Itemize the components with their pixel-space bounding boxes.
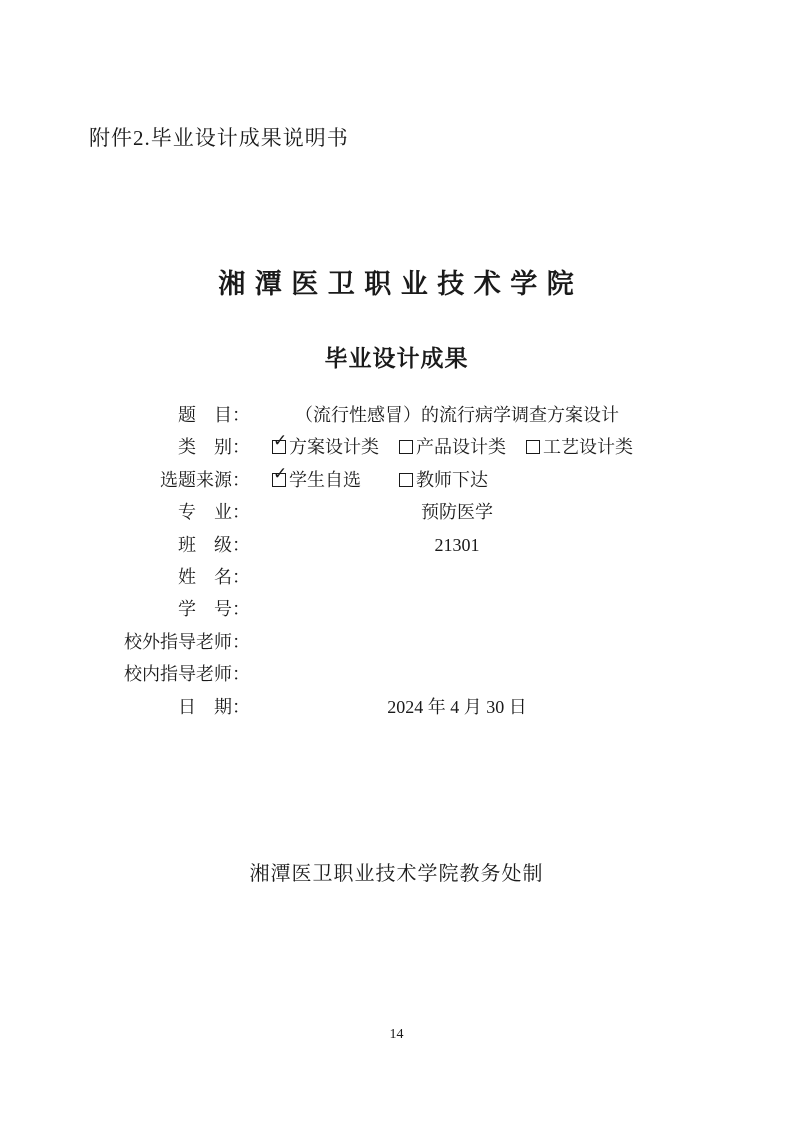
form-row-category	[88, 431, 664, 463]
name-value	[250, 561, 664, 593]
form-row-internal-advisor	[88, 658, 664, 690]
check-mark-icon: ✓	[273, 431, 288, 452]
option-student-selected	[272, 464, 361, 496]
category-options	[250, 431, 664, 463]
school-title: 湘 潭 医 卫 职 业 技 术 学 院	[218, 269, 575, 299]
form-row-class	[88, 529, 664, 561]
option-product-design	[399, 431, 506, 463]
class-value: 21301	[434, 534, 480, 555]
option-craft-design	[526, 431, 633, 463]
major-value: 预防医学	[421, 502, 493, 523]
topic-source-label: 选题来源：	[160, 469, 250, 490]
form-row-major	[88, 496, 664, 528]
checkbox-unchecked-icon[interactable]	[399, 473, 413, 487]
form-row-date	[88, 691, 664, 723]
check-mark-icon: ✓	[273, 463, 288, 484]
option-label: 学生自选	[289, 469, 361, 490]
checkbox-unchecked-icon[interactable]	[399, 440, 413, 454]
checkbox-checked-icon[interactable]	[272, 431, 288, 454]
option-teacher-assigned	[399, 464, 488, 496]
category-label: 类 别：	[178, 437, 250, 458]
option-label: 教师下达	[416, 469, 488, 490]
checkbox-unchecked-icon[interactable]	[526, 440, 540, 454]
option-label: 工艺设计类	[543, 437, 633, 458]
date-value: 2024 年 4 月 30 日	[387, 696, 527, 717]
form-row-topic-source	[88, 464, 664, 496]
option-scheme-design	[272, 431, 379, 463]
title-label: 题 目：	[178, 405, 250, 425]
name-label: 姓 名：	[178, 567, 250, 588]
doc-title: 毕业设计成果	[324, 345, 469, 371]
checkbox-checked-icon[interactable]	[272, 463, 288, 487]
issuing-office-note: 湘潭医卫职业技术学院教务处制	[249, 863, 544, 885]
attachment-note: 附件2.毕业设计成果说明书	[89, 126, 349, 150]
external-advisor-value	[250, 626, 664, 658]
title-value: （流行性感冒）的流行病学调查方案设计	[295, 405, 619, 425]
major-label: 专 业：	[178, 502, 250, 523]
external-advisor-label: 校外指导老师：	[124, 631, 250, 652]
topic-source-options	[250, 464, 664, 496]
option-label: 方案设计类	[289, 437, 379, 458]
option-label: 产品设计类	[416, 437, 506, 458]
form-row-name	[88, 561, 664, 593]
page-number: 14	[389, 1027, 404, 1042]
form-row-student-id	[88, 593, 664, 625]
class-label: 班 级：	[178, 534, 250, 555]
date-label: 日 期：	[178, 696, 250, 717]
student-id-label: 学 号：	[178, 599, 250, 620]
internal-advisor-label: 校内指导老师：	[124, 664, 250, 685]
form-row-title	[88, 399, 664, 431]
internal-advisor-value	[250, 658, 664, 690]
student-id-value	[250, 593, 664, 625]
form-row-external-advisor	[88, 626, 664, 658]
cover-form	[88, 399, 664, 723]
